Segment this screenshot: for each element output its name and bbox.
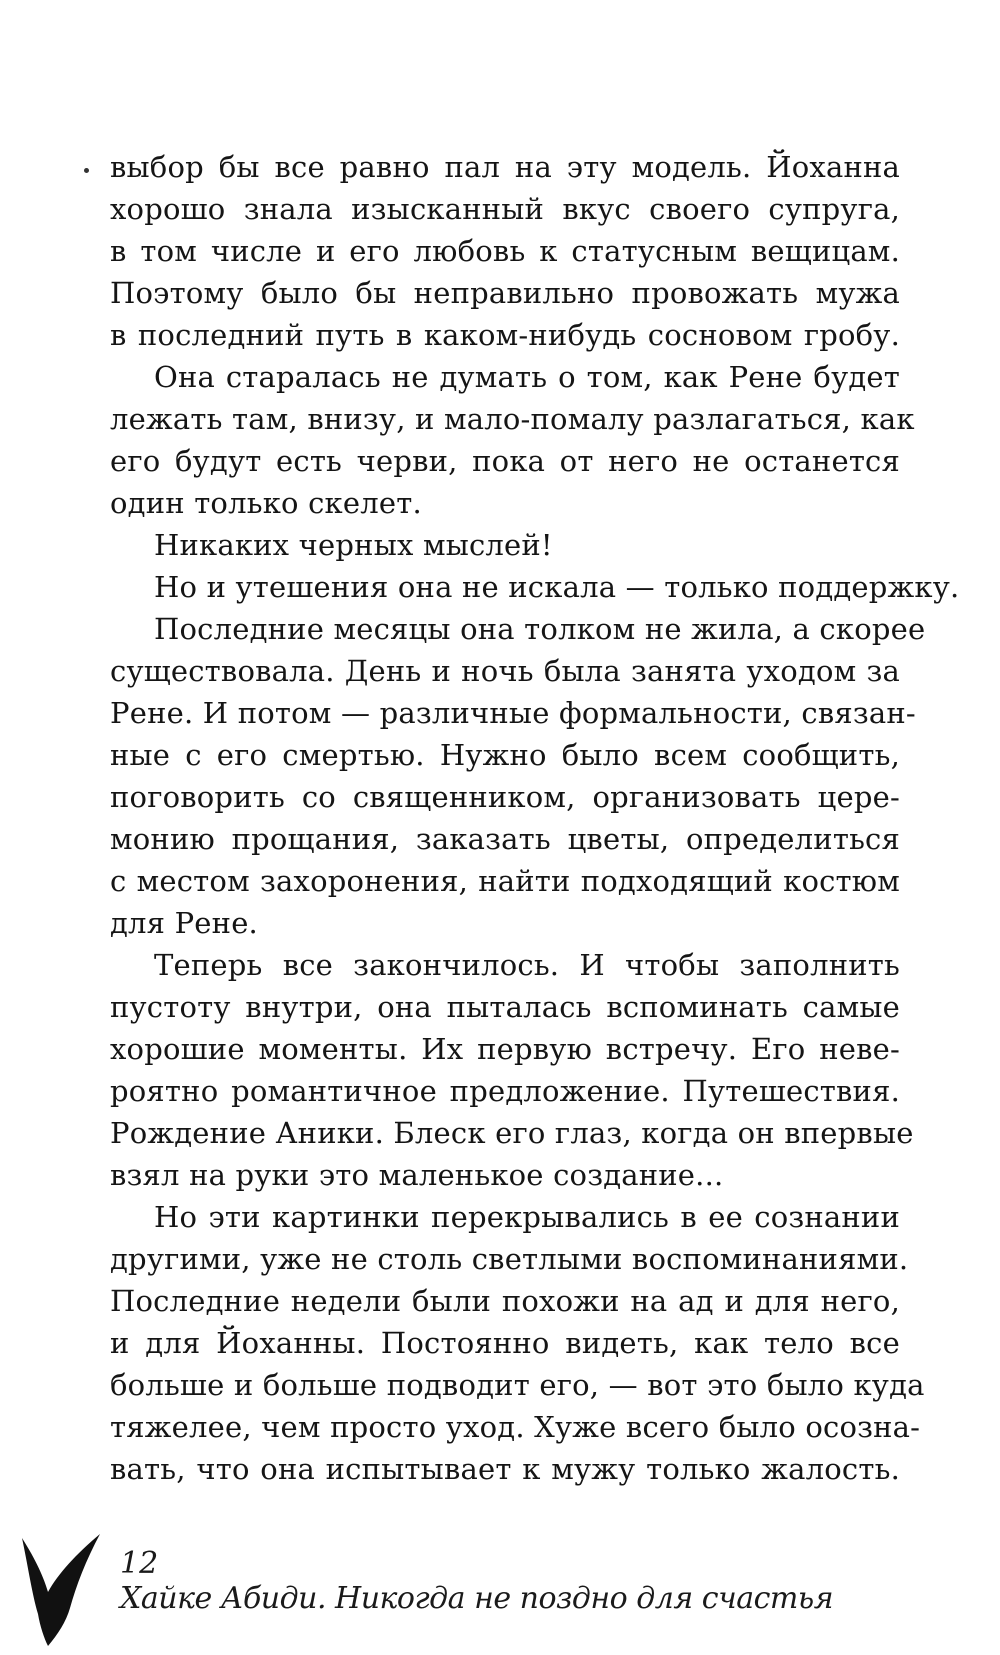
text-line-32: вать, что она испытывает к мужу только жалость. bbox=[110, 1452, 900, 1486]
text-line-29: и для Йоханны. Постоянно видеть, как тело все bbox=[110, 1326, 900, 1360]
text-line-28: Последние недели были похожи на ад и для него, bbox=[110, 1284, 900, 1318]
bird-icon bbox=[18, 1530, 108, 1650]
text-line-30: больше и больше подводит его, — вот это было куда bbox=[110, 1368, 925, 1402]
margin-dot bbox=[84, 168, 89, 173]
running-title: Хайке Абиди. Никогда не поздно для счастья bbox=[120, 1581, 834, 1616]
text-line-22: хорошие моменты. Их первую встречу. Его неве- bbox=[110, 1032, 900, 1066]
text-line-31: тяжелее, чем просто уход. Хуже всего было осозна- bbox=[110, 1410, 921, 1444]
text-line-3: в том числе и его любовь к статусным вещицам. bbox=[110, 234, 900, 268]
text-line-2: хорошо знала изысканный вкус своего супруга, bbox=[110, 192, 900, 226]
page-number: 12 bbox=[120, 1546, 159, 1581]
text-line-21: пустоту внутри, она пыталась вспоминать самые bbox=[110, 990, 900, 1024]
text-line-11: Но и утешения она не искала — только поддержку. bbox=[154, 570, 960, 604]
text-line-7: лежать там, внизу, и мало-помалу разлагаться, как bbox=[110, 402, 915, 436]
text-line-25: взял на руки это маленькое создание... bbox=[110, 1158, 724, 1192]
text-line-8: его будут есть черви, пока от него не останется bbox=[110, 444, 900, 478]
text-line-24: Рождение Аники. Блеск его глаз, когда он впервые bbox=[110, 1116, 914, 1150]
text-line-1: выбор бы все равно пал на эту модель. Йоханна bbox=[110, 150, 900, 184]
text-line-4: Поэтому было бы неправильно провожать мужа bbox=[110, 276, 900, 310]
text-line-13: существовала. День и ночь была занята уходом за bbox=[110, 654, 900, 688]
text-line-14: Рене. И потом — различные формальности, связан- bbox=[110, 696, 916, 730]
text-line-6: Она старалась не думать о том, как Рене будет bbox=[154, 360, 900, 394]
text-line-27: другими, уже не столь светлыми воспоминаниями. bbox=[110, 1242, 909, 1276]
text-line-20: Теперь все закончилось. И чтобы заполнить bbox=[154, 948, 900, 982]
body-text bbox=[110, 146, 960, 1490]
text-line-5: в последний путь в каком-нибудь сосновом гробу. bbox=[110, 318, 900, 352]
text-line-15: ные с его смертью. Нужно было всем сообщить, bbox=[110, 738, 900, 772]
text-line-12: Последние месяцы она толком не жила, а скорее bbox=[154, 612, 926, 646]
text-line-16: поговорить со священником, организовать цере- bbox=[110, 780, 900, 814]
text-line-9: один только скелет. bbox=[110, 486, 422, 520]
text-line-23: роятно романтичное предложение. Путешествия. bbox=[110, 1074, 900, 1108]
running-footer bbox=[120, 1546, 900, 1616]
text-line-19: для Рене. bbox=[110, 906, 258, 940]
text-line-26: Но эти картинки перекрывались в ее сознании bbox=[154, 1200, 900, 1234]
text-line-18: с местом захоронения, найти подходящий костюм bbox=[110, 864, 900, 898]
text-line-10: Никаких черных мыслей! bbox=[154, 528, 553, 562]
text-line-17: монию прощания, заказать цветы, определиться bbox=[110, 822, 900, 856]
